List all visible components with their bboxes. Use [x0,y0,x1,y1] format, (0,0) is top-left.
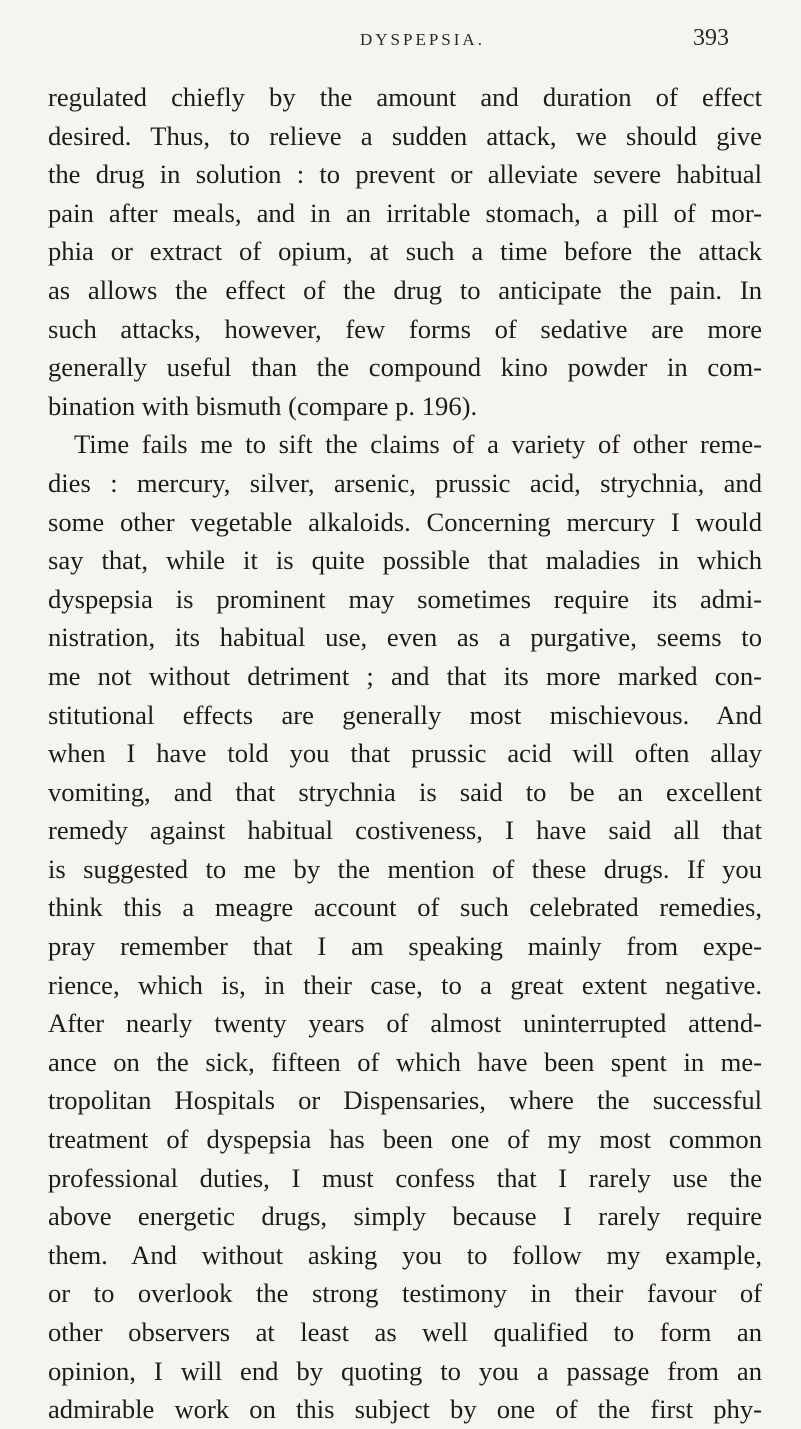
text-line: treatment of dyspepsia has been one of my most common [48,1124,762,1155]
text-line: tropolitan Hospitals or Dispensaries, where the successful [48,1085,762,1116]
text-line: when I have told you that prussic acid will often allay [48,738,762,769]
text-line: regulated chiefly by the amount and duration of effect [48,82,762,112]
text-line: say that, while it is quite possible that maladies in which [48,545,762,576]
text-line: stitutional effects are generally most mischievous. And [48,699,762,730]
text-line: opinion, I will end by quoting to you a passage from an [48,1355,762,1386]
text-line: above energetic drugs, simply because I rarely require [48,1201,762,1232]
text-line: bination with bismuth (compare p. 196). [48,390,478,421]
text-line: such attacks, however, few forms of sedative are more [48,313,762,344]
text-line: other observers at least as well qualified to form an [48,1317,762,1347]
text-line: phia or extract of opium, at such a time before the attack [48,236,762,267]
text-line: me not without detriment ; and that its more marked con- [48,660,762,691]
text-line: the drug in solution : to prevent or alleviate severe habitual [48,159,762,190]
text-line: desired. Thus, to relieve a sudden attack, we should give [48,120,762,151]
text-line: remedy against habitual costiveness, I have said all that [48,815,762,846]
text-line: vomiting, and that strychnia is said to be an excellent [48,776,762,807]
text-line: After nearly twenty years of almost uninterrupted attend- [48,1008,762,1039]
running-head-title: DYSPEPSIA. [360,30,485,49]
text-line: rience, which is, in their case, to a great extent negative. [48,969,762,1000]
text-line: dyspepsia is prominent may sometimes require its admi- [48,583,762,614]
text-line: dies : mercury, silver, arsenic, prussic acid, strychnia, and [48,467,762,498]
text-line: pain after meals, and in an irritable stomach, a pill of mor- [48,197,762,228]
page-number: 393 [693,25,729,51]
text-line: or to overlook the strong testimony in their favour of [48,1278,762,1309]
text-line: them. And without asking you to follow my example, [48,1239,762,1270]
text-line: ance on the sick, fifteen of which have been spent in me- [48,1046,762,1077]
paragraph-start-line: Time fails me to sift the claims of a variety of other reme- [74,429,762,460]
text-line: some other vegetable alkaloids. Concerning mercury I would [48,506,762,537]
text-line: pray remember that I am speaking mainly from expe- [48,931,762,962]
text-line: as allows the effect of the drug to anticipate the pain. In [48,274,762,305]
text-line: think this a meagre account of such celebrated remedies, [48,892,762,923]
running-head [0,25,801,60]
text-line: generally useful than the compound kino powder in com- [48,352,762,383]
text-line: nistration, its habitual use, even as a purgative, seems to [48,622,762,653]
text-line: is suggested to me by the mention of these drugs. If you [48,853,762,884]
body-text [48,78,762,1429]
text-line: admirable work on this subject by one of the first phy- [48,1394,762,1425]
text-line: professional duties, I must confess that I rarely use the [48,1162,762,1193]
